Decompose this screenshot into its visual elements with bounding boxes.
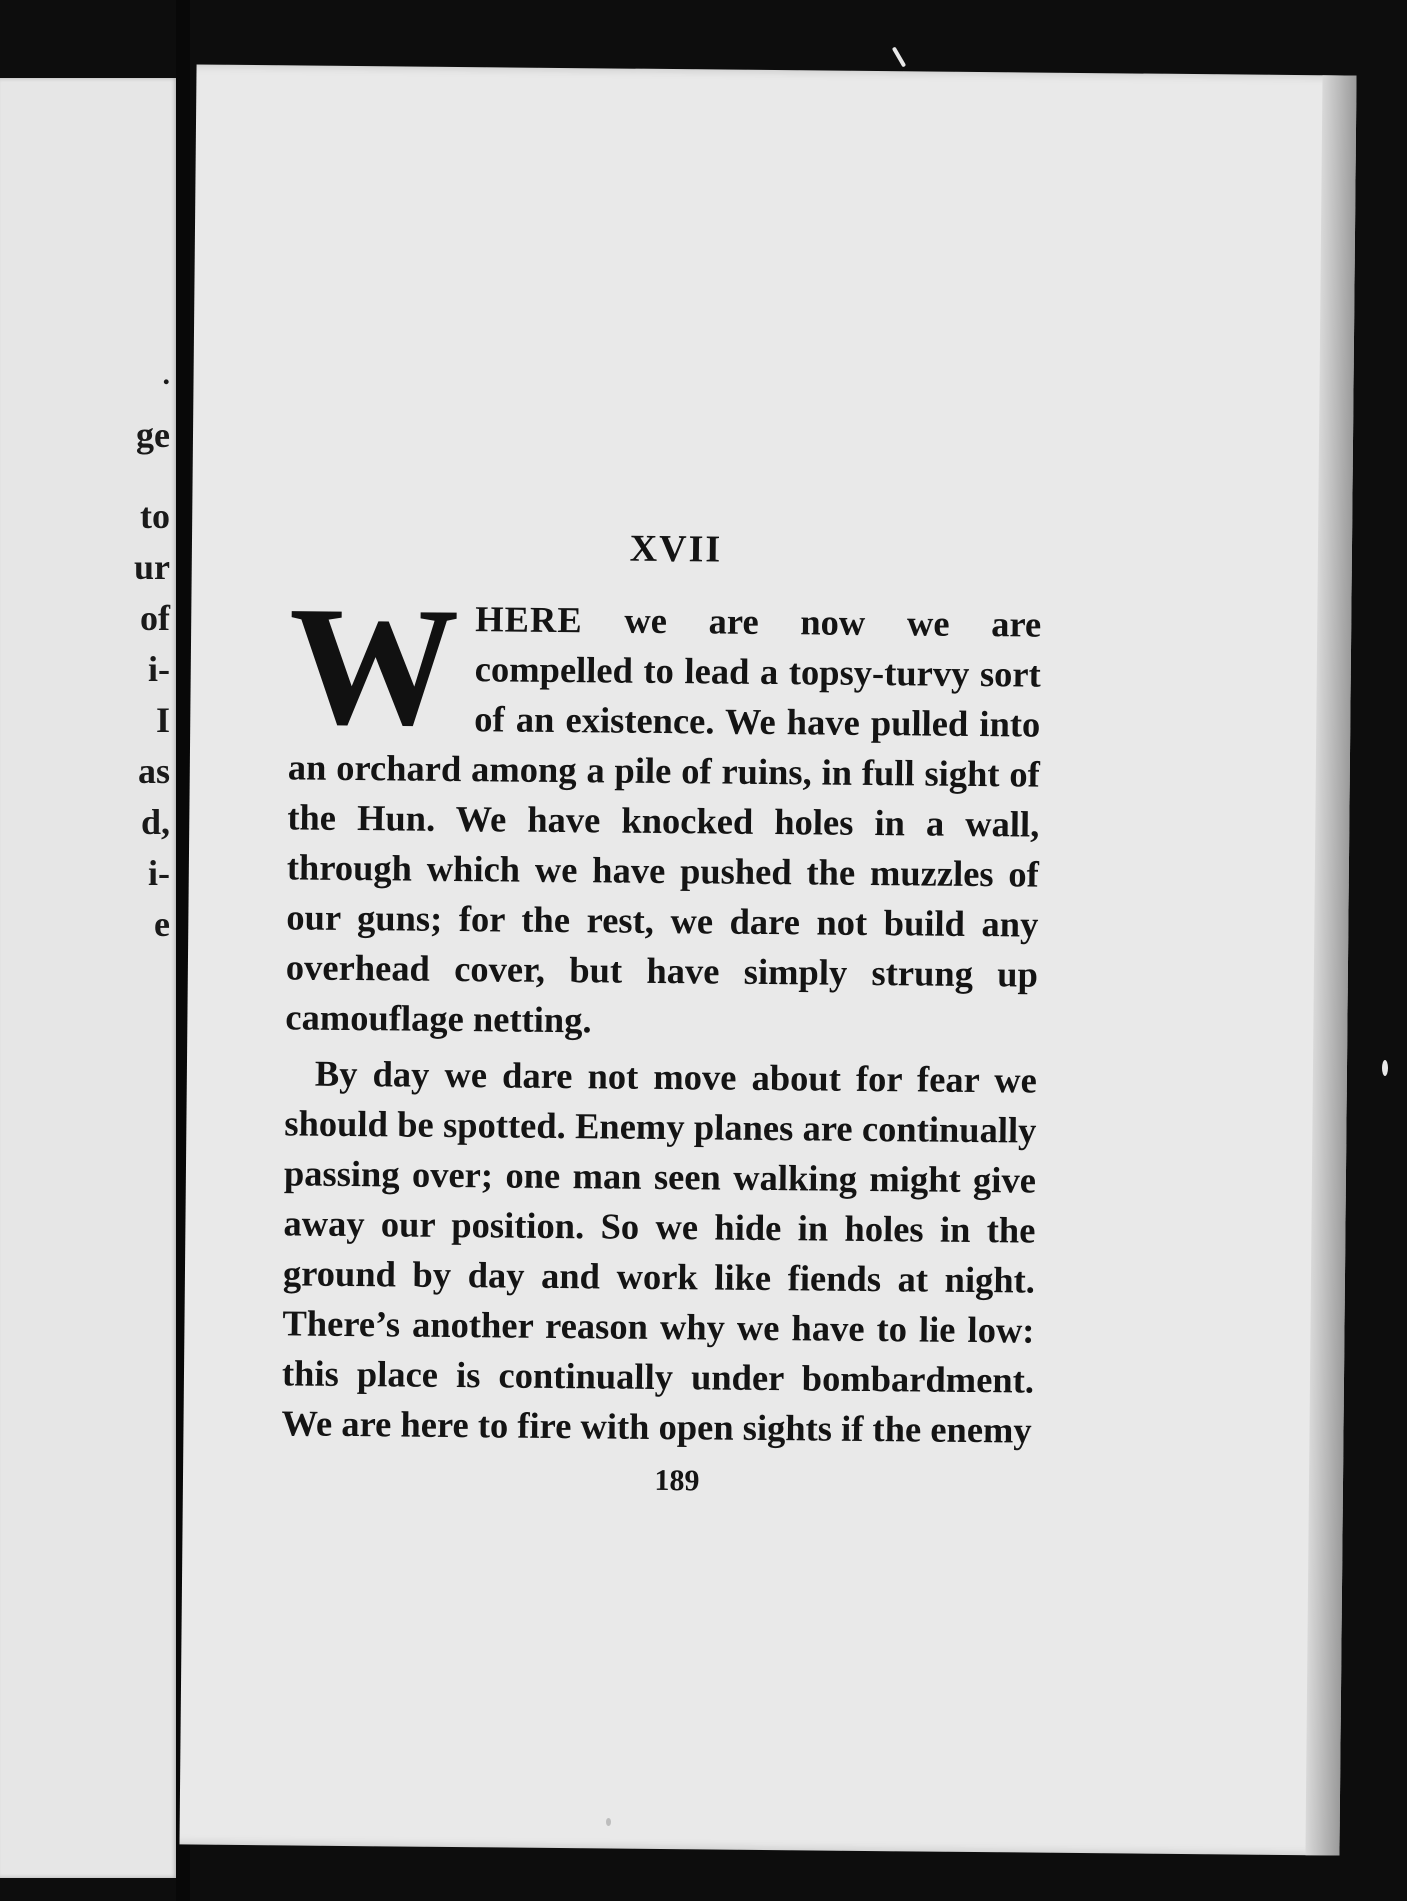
dust-speck <box>892 46 906 67</box>
paragraph-2: By day we dare not move about for fear we should be spotted. Enemy planes are continually passing over; one man seen walking might give away our position. So we hide in holes in the ground by day and work like fiends at night. There’s another reason why we have to lie low: this place is continually under bombardment. We are here to fire with open sights if the enemy <box>281 1052 1038 1451</box>
chapter-title: XVII <box>629 527 723 571</box>
left-fragment: of <box>140 598 170 638</box>
left-fragment: as <box>137 751 170 791</box>
paragraph-1 <box>285 571 1042 1049</box>
left-fragment: . <box>162 358 170 391</box>
previous-page-fragment <box>0 78 178 1878</box>
drop-cap: W <box>287 571 460 762</box>
left-fragment: to <box>140 496 170 536</box>
left-fragment: ur <box>134 547 170 587</box>
left-fragment: d, <box>140 802 170 842</box>
left-fragment: ge <box>136 415 170 455</box>
left-fragment: e <box>154 904 170 944</box>
dust-speck <box>606 1818 611 1826</box>
previous-page-text-fragments <box>134 340 170 950</box>
page-edge-shadow <box>1305 75 1356 1855</box>
opening-word: HERE <box>475 598 583 641</box>
left-fragment: i- <box>148 853 170 893</box>
left-fragment: i- <box>148 649 170 689</box>
left-fragment: I <box>155 700 170 740</box>
book-page <box>179 64 1356 1855</box>
page-text-block <box>281 520 1042 1509</box>
page-number: 189 <box>654 1463 700 1498</box>
dust-speck <box>1382 1060 1388 1076</box>
paragraph-1-text: we are now we are compelled to lead a topsy-turvy sort of an existence. We have pulled into an orchard among a pile of ruins, in full sight of the Hun. We have knocked holes in a wall, through which we have pushed the muzzles of our guns; for the rest, we dare not build any overhead cover, but have simply strung up camouflage netting. <box>285 599 1042 1041</box>
